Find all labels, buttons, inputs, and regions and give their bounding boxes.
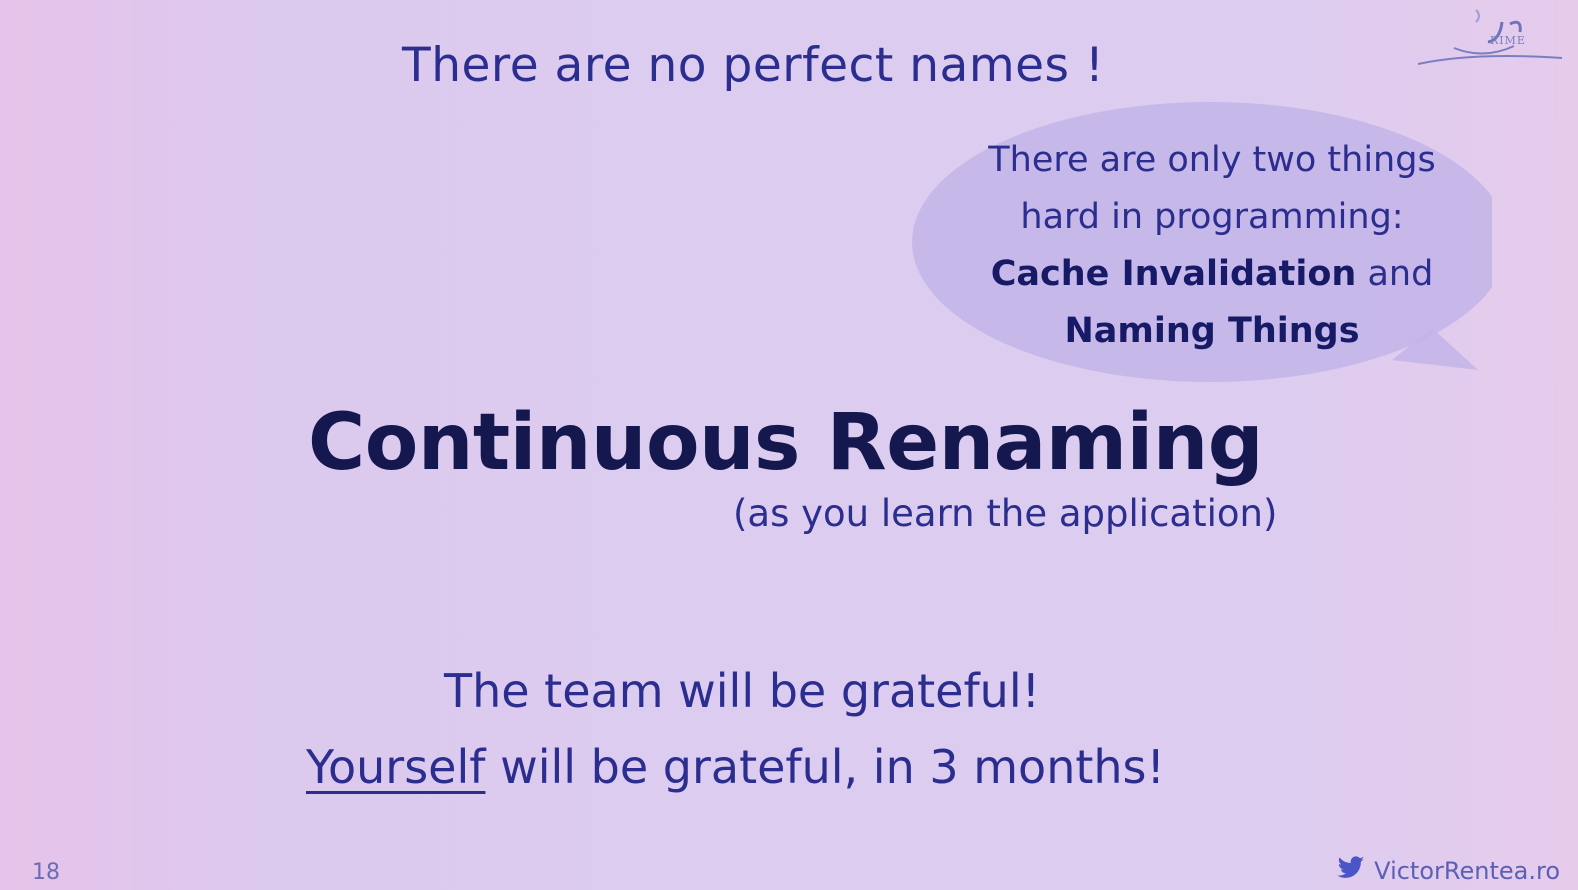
twitter-icon	[1336, 856, 1366, 886]
j-prime-logo	[1414, 0, 1564, 72]
bubble-line-4	[932, 303, 1492, 360]
bubble-line-3	[932, 246, 1492, 303]
page-number: 18	[32, 860, 60, 885]
yourself-rest: will be grateful, in 3 months!	[485, 740, 1165, 794]
speech-bubble	[912, 98, 1492, 383]
bubble-connector: and	[1356, 254, 1434, 294]
naming-things-text: Naming Things	[1064, 311, 1360, 351]
logo-text: RIME	[1490, 34, 1526, 47]
bubble-line-1: There are only two things	[988, 140, 1436, 180]
team-grateful-line: The team will be grateful!	[444, 664, 1041, 718]
cache-invalidation-text: Cache Invalidation	[990, 254, 1357, 294]
bubble-quote	[932, 132, 1492, 360]
footer-handle-text: VictorRentea.ro	[1374, 857, 1560, 885]
bubble-line-2: hard in programming:	[1020, 197, 1404, 237]
sub-heading: (as you learn the application)	[733, 492, 1278, 535]
yourself-underlined: Yourself	[306, 740, 486, 794]
footer-handle	[1336, 856, 1560, 886]
slide-title: There are no perfect names !	[402, 38, 1105, 93]
main-heading: Continuous Renaming	[308, 398, 1264, 488]
yourself-grateful-line	[306, 740, 1165, 794]
